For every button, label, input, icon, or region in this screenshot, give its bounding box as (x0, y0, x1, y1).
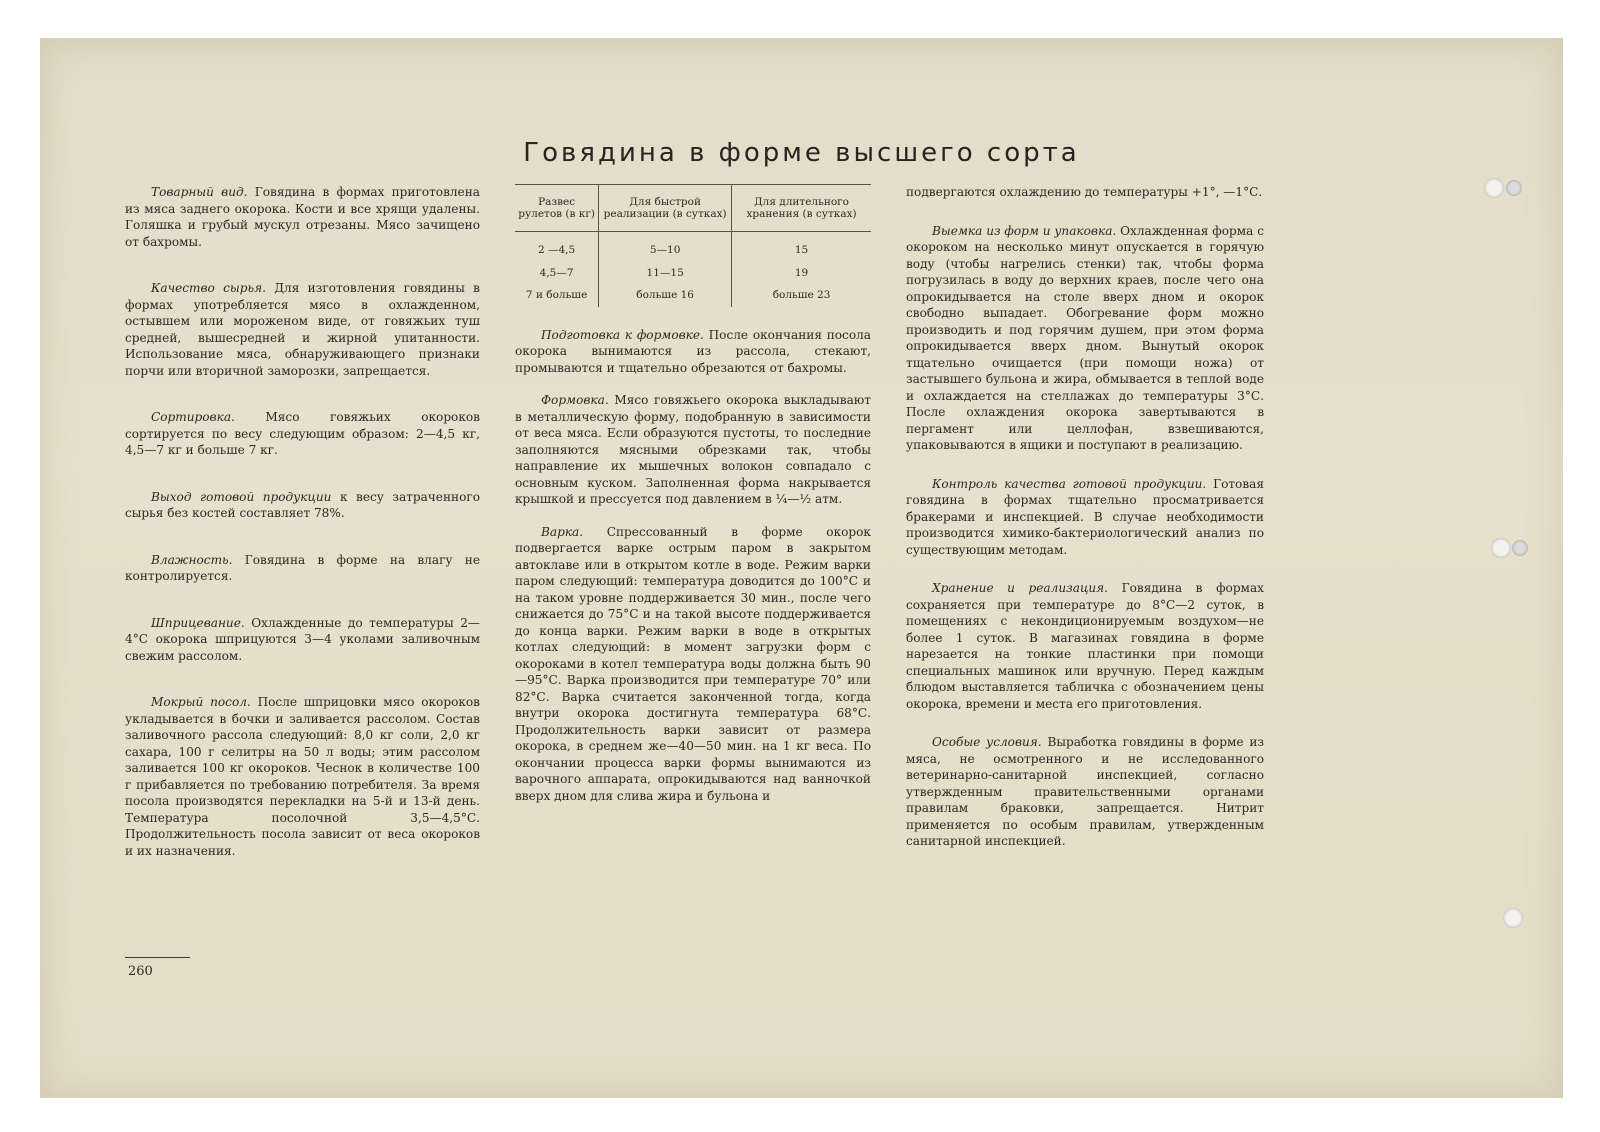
section-text: Выработка говядины в форме из мяса, не осмотренного и не исследованного ветеринарно-санитарной инспекцией, согласно утвержденным правительственными органами правилам браковки, запрещается. Нитрит применяется по особым правилам, утвержденным санитарной инспекцией. (906, 735, 1264, 848)
section-heading: Товарный вид. (151, 185, 248, 199)
section-heading: Особые условия. (932, 735, 1042, 749)
section-text: Готовая говядина в формах тщательно просматривается бракерами и инспекцией. В случае необходимости производится химико-бактериологический анализ по существующим методам. (906, 476, 1264, 557)
binder-hole-top-right (1506, 180, 1522, 196)
section-paragraph (125, 280, 480, 379)
table-cell: 11—15 (599, 262, 732, 285)
section-paragraph (515, 524, 871, 805)
text-column-middle (515, 184, 871, 820)
section-heading: Варка. (541, 524, 584, 539)
section-text: Для изготовления говядины в формах употребляется мясо в охлажденном, остывшем или мороженом виде, от говяжьих туш средней, вышесредней и жирной упитанности. Использование мяса, обнаруживающего признаки порчи или вторичной заморозки, запрещается. (125, 281, 480, 378)
section-paragraph (125, 489, 480, 522)
section-paragraph (906, 184, 1264, 201)
section-paragraph (125, 694, 480, 859)
section-paragraph (906, 580, 1264, 712)
section-paragraph (125, 409, 480, 459)
section-text: Мясо говяжьих окороков сортируется по весу следующим образом: 2—4,5 кг, 4,5—7 кг и больше 7 кг. (125, 410, 480, 457)
table-cell: 4,5—7 (539, 266, 574, 279)
section-paragraph (125, 184, 480, 250)
binder-hole-top (1484, 178, 1504, 198)
section-text: Говядина в форме на влагу не контролируется. (125, 552, 480, 583)
section-heading: Сортировка. (151, 410, 235, 424)
binder-hole-middle (1491, 538, 1511, 558)
section-text: Говядина в формах приготовлена из мяса заднего окорока. Кости и все хрящи удалены. Голяшка и грубый мускул отрезаны. Мясо зачищено от бахромы. (125, 185, 480, 249)
section-paragraph (125, 615, 480, 665)
section-text: подвергаются охлаждению до температуры +1°, —1°С. (906, 185, 1263, 199)
page-number: 260 (128, 964, 153, 979)
section-text: После окончания посола окорока вынимаются из рассола, стекают, промываются и тщательно обрезаются от бахромы. (515, 327, 871, 375)
roll-weight-table (515, 184, 871, 307)
section-text: к весу затраченного сырья без костей составляет 78%. (125, 489, 480, 520)
section-paragraph (906, 734, 1264, 850)
table-header-cell: Развес рулетов (в кг) (515, 185, 599, 232)
table-cell: 19 (732, 262, 871, 285)
table-cell: больше 23 (732, 284, 871, 307)
section-text: Мясо говяжьего окорока выкладывают в металлическую форму, подобранную в зависимости от веса мяса. Если образуются пустоты, то последние заполняются мясными обрезками так, чтобы направление их мышечных волокон совпадало с основным куском. Заполненная форма накрывается крышкой и прессуется под давлением в ¼—½ атм. (515, 393, 871, 506)
section-heading: Мокрый посол. (151, 695, 251, 709)
section-heading: Выход готовой продукции (151, 489, 332, 504)
table-row (515, 284, 871, 307)
binder-hole-bottom (1503, 908, 1523, 928)
table-cell: больше 16 (599, 284, 732, 307)
table-row (515, 262, 871, 285)
text-column-right (906, 184, 1264, 872)
section-heading: Шприцевание. (151, 615, 245, 630)
section-paragraph (515, 392, 871, 508)
table-cell: 2 —4,5 (537, 244, 576, 256)
text-column-left (125, 184, 480, 889)
table-cell: 7 и больше (525, 289, 588, 301)
section-heading: Формовка. (541, 393, 609, 407)
table-row (515, 232, 871, 262)
table-header-cell: Для длительного хранения (в сутках) (732, 185, 871, 232)
section-heading: Контроль качества готовой продукции. (932, 476, 1207, 491)
section-heading: Хранение и реализация. (932, 581, 1109, 595)
section-paragraph (906, 476, 1264, 559)
table-cell: 15 (732, 232, 871, 262)
scanned-page (40, 38, 1563, 1098)
section-text: Спрессованный в форме окорок подвергается варке острым паром в закрытом автоклаве или в открытом котле в воде. Режим варки паром следующий: температура доводится до 100°С и на таком уровне поддерживается 30 мин., после чего снижается до 75°С и на такой высоте поддерживается до конца варки. Режим варки в воде в открытых котлах следующий: в момент загрузки форм с окороками в котел температура воды должна быть 90—95°С. Варка производится при температуре 70° или 82°С. Варка считается законченной тогда, когда внутри окорока достигнута температура 68°С. Продолжительность варки зависит от размера окорока, в среднем же—40—50 мин. на 1 кг веса. По окончании процесса варки формы вынимаются из варочного аппарата, опрокидываются над ванночкой вверх дном для слива жира и бульона и (515, 524, 871, 803)
section-paragraph (125, 552, 480, 585)
section-text: Говядина в формах сохраняется при температуре до 8°С—2 суток, в помещениях с некондиционируемым воздухом—не более 1 суток. В магазинах говядина в форме нарезается на тонкие пластинки при помощи специальных машинок или вручную. Перед каждым блюдом выставляется табличка с обозначением цены окорока, времени и места его приготовления. (906, 581, 1264, 711)
section-paragraph (515, 327, 871, 377)
page-number-rule (125, 957, 190, 958)
table-cell: 5—10 (599, 232, 732, 262)
section-text: Охлажденные до температуры 2—4°С окорока шприцуются 3—4 уколами заливочным свежим рассолом. (125, 615, 480, 663)
section-heading: Подготовка к формовке. (541, 327, 704, 342)
table-header-cell: Для быстрой реализации (в сутках) (599, 185, 732, 232)
section-text: Охлажденная форма с окороком на несколько минут опускается в горячую воду (чтобы нагрелись стенки) так, чтобы форма погрузилась в воду до верхних краев, после чего она опрокидывается на столе вверх дном и окорок свободно выпадает. Обогревание форм можно производить и под горячим душем, при этом форма опрокидывается вверх дном. Вынутый окорок тщательно очищается (при помощи ножа) от застывшего бульона и жира, обмывается в теплой воде и охлаждается на стеллажах до температуры 3°С. После охлаждения окорока завертываются в пергамент или целлофан, взвешиваются, упаковываются в ящики и поступают в реализацию. (906, 223, 1264, 452)
section-paragraph (906, 223, 1264, 454)
section-text: После шприцовки мясо окороков укладывается в бочки и заливается рассолом. Состав заливочного рассола следующий: 8,0 кг соли, 2,0 кг сахара, 100 г селитры на 50 л воды; этим рассолом заливается 100 кг окороков. Чеснок в количестве 100 г прибавляется по требованию потребителя. За время посола производятся перекладки на 5-й и 13-й день. Температура посолочной 3,5—4,5°С. Продолжительность посола зависит от веса окороков и их назначения. (125, 695, 480, 858)
section-heading: Влажность. (151, 552, 233, 567)
binder-hole-middle-right (1512, 540, 1528, 556)
section-heading: Выемка из форм и упаковка. (932, 223, 1117, 238)
table-header-row (515, 185, 871, 232)
page-title: Говядина в форме высшего сорта (523, 138, 1080, 168)
section-heading: Качество сырья. (151, 281, 266, 295)
